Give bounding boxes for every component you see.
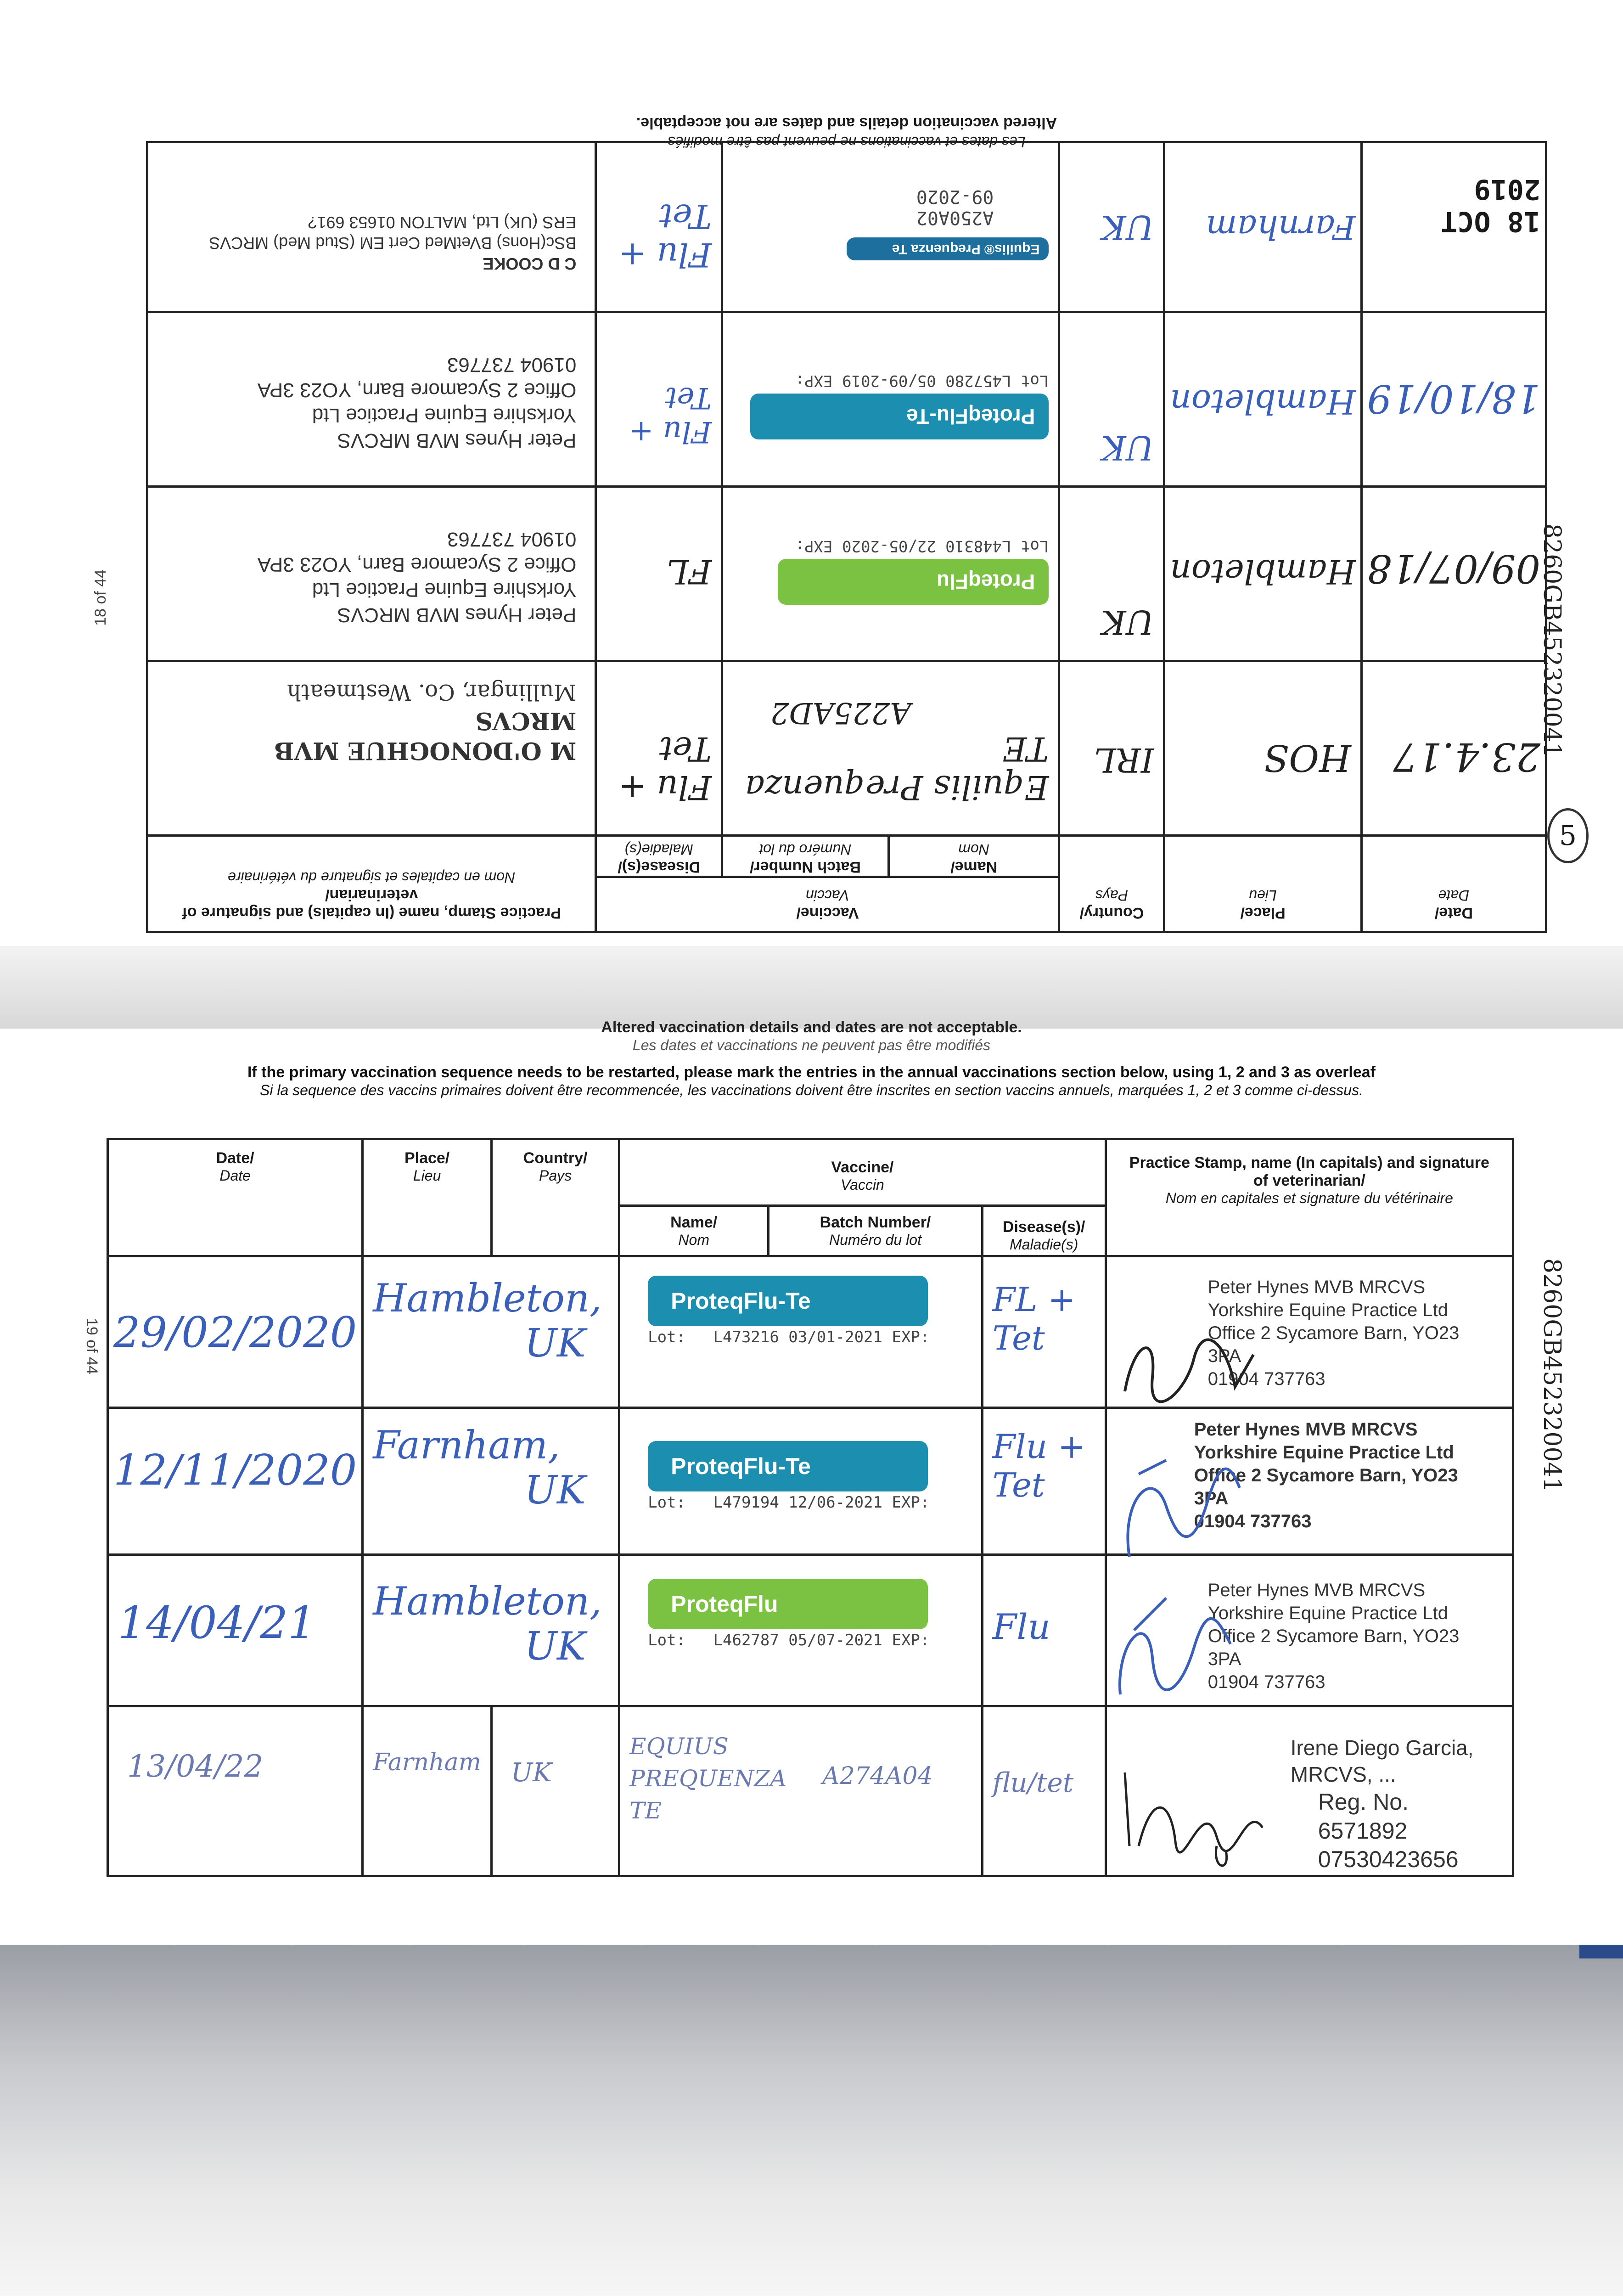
label-exp: EXP: [795, 537, 833, 555]
label-exp: EXP: [795, 371, 833, 390]
row2-stamp-line: Office 2 Sycamore Barn, YO23 3PA [1194, 1465, 1458, 1508]
upper-row2-country: UK [1059, 487, 1164, 661]
row2-place [363, 1408, 619, 1555]
upper-row3-country: UK [1059, 312, 1164, 487]
header-place: Place/ Lieu [363, 1139, 492, 1256]
row2-date: 12/11/2020 [108, 1408, 363, 1555]
row2-disease: Flu + Tet [982, 1408, 1106, 1555]
upper-row1-vaccine [722, 661, 1059, 836]
table-row [108, 1555, 1513, 1706]
upper-doc-id: 8260GB452320041 [1538, 523, 1566, 758]
upper-row4-country: UK [1059, 142, 1164, 312]
restart-notice: If the primary vaccination sequence needs to be restarted, please mark the entries in the annual vaccinations section below, using 1, 2 and 3 as overleaf [247, 1064, 1376, 1081]
header-vaccine: Vaccine/ Vaccin [619, 1139, 1106, 1206]
row4-vaccine [619, 1706, 983, 1876]
header-stamp: Practice Stamp, name (In capitals) and signature of veterinarian/ Nom en capitales et signature du vétérinaire [1106, 1139, 1513, 1256]
proteq-flu-te-label: ProteqFlu-Te [750, 394, 1049, 439]
upper-row1-stamp-line: M O'DONOGHUE MVB MRCVS [274, 707, 577, 765]
upper-row2-stamp-line: Yorkshire Equine Practice Ltd [312, 579, 577, 601]
label-batch: A250A02 [916, 207, 994, 228]
altered-notice: Altered vaccination details and dates are not acceptable. [601, 1019, 1022, 1036]
upper-row4-vaccine [722, 142, 1059, 312]
label-lot: Lot [1020, 537, 1049, 555]
upper-row3-vaccine [722, 312, 1059, 487]
upper-row3-stamp-line: Peter Hynes MVB MRCVS [337, 429, 577, 452]
upper-row2-disease: FL [596, 487, 722, 661]
upper-row3-date: 18/10/19 [1361, 312, 1546, 487]
upper-row4-stamp-line: ERS (UK) Ltd, MALTON 01653 691? [308, 213, 577, 232]
upper-row2-stamp-line: 01904 737763 [447, 528, 577, 551]
upper-row1-disease: Flu + Tet [596, 661, 722, 836]
table-row [147, 142, 1546, 312]
upper-row1-stamp-line: Mullingar, Co. Westmeath [287, 679, 577, 705]
row4-date: 13/04/22 [108, 1706, 363, 1876]
upper-header-place: Place/ Lieu [1164, 836, 1361, 932]
label-batch: L457280 05/09-2019 [842, 371, 1011, 390]
proteq-flu-label: ProteqFlu [648, 1579, 928, 1629]
upper-row2-place: Hambleton [1164, 487, 1361, 661]
lower-gray-band [0, 1945, 1623, 2296]
upper-row4-stamp-line: C D COOKE [483, 254, 577, 273]
row2-stamp-line: Yorkshire Equine Practice Ltd [1194, 1442, 1454, 1463]
upper-row4-place: Farnham [1164, 142, 1361, 312]
upper-row2-stamp-line: Peter Hynes MVB MRCVS [337, 604, 577, 626]
header-disease: Disease(s)/ Maladie(s) [982, 1206, 1106, 1256]
row1-country: UK [524, 1321, 586, 1366]
blue-page-edge [1579, 1945, 1623, 1958]
upper-altered-notice-fr: Les dates et vaccinations ne peuvent pas être modifiés [668, 134, 1026, 150]
row1-date: 29/02/2020 [108, 1256, 363, 1408]
upper-row3-place: Hambleton [1164, 312, 1361, 487]
row4-stamp-line: Irene Diego Garcia, MRCVS, ... [1290, 1736, 1474, 1786]
proteq-flu-te-label: ProteqFlu-Te [648, 1441, 928, 1491]
table-row [108, 1256, 1513, 1408]
label-exp: 09-2020 [916, 186, 994, 207]
signature-row3 [1102, 1589, 1240, 1708]
upper-page-rotated [146, 107, 1547, 933]
upper-header-name: Name/ Nom [888, 836, 1059, 877]
row1-place-text: Hambleton, [373, 1276, 602, 1321]
row4-disease: flu/tet [982, 1706, 1106, 1876]
signature-row1 [1116, 1322, 1263, 1410]
label-exp: EXP: [892, 1631, 930, 1649]
upper-row1-stamp [147, 661, 596, 836]
header-name: Name/ Nom [619, 1206, 769, 1256]
upper-row3-stamp-line: Office 2 Sycamore Barn, YO23 3PA [257, 379, 577, 401]
upper-header-disease: Disease(s)/ Maladie(s) [596, 836, 722, 877]
table-row [108, 1408, 1513, 1555]
header-country: Country/ Pays [491, 1139, 619, 1256]
row3-country: UK [524, 1624, 586, 1669]
label-lot: Lot [1020, 371, 1049, 390]
equilis-label: Equilis® Prequenza Te [847, 237, 1049, 260]
table-row [108, 1706, 1513, 1876]
label-exp: EXP: [892, 1493, 930, 1512]
restart-notice-fr: Si la sequence des vaccins primaires doivent être recommencée, les vaccinations doivent être inscrites en section vaccins annuels, marquées 1, 2 et 3 comme ci-dessus. [260, 1082, 1363, 1098]
row3-disease: Flu [982, 1555, 1106, 1706]
upper-row4-disease: Flu + Tet [596, 142, 722, 312]
table-row [147, 487, 1546, 661]
upper-row3-stamp-line: 01904 737763 [447, 354, 577, 376]
row3-vaccine [619, 1555, 983, 1706]
row3-stamp-line: 01904 737763 [1207, 1672, 1325, 1692]
upper-row2-stamp-line: Office 2 Sycamore Barn, YO23 3PA [257, 553, 577, 576]
circle-mark [1547, 808, 1589, 863]
upper-vaccination-table [146, 141, 1547, 933]
label-batch: L448310 22/05-2020 [842, 537, 1011, 555]
row1-disease: FL + Tet [982, 1256, 1106, 1408]
header-date: Date/ Date [108, 1139, 363, 1256]
row3-place [363, 1555, 619, 1706]
row4-vaccine-text: EQUIUS PREQUENZA TE [629, 1733, 787, 1824]
row2-country: UK [524, 1468, 586, 1513]
upper-row1-date: 23.4.17 [1361, 661, 1546, 836]
row1-stamp-line: 01904 737763 [1207, 1369, 1325, 1389]
row4-stamp-line: 07530423656 [1318, 1846, 1459, 1872]
row2-place-text: Farnham, [373, 1423, 560, 1468]
upper-altered-notice: Altered vaccination details and dates are not acceptable. [636, 114, 1057, 132]
header-batch: Batch Number/ Numéro du lot [769, 1206, 982, 1256]
lower-page-number: 19 of 44 [83, 1318, 101, 1374]
proteq-flu-te-label: ProteqFlu-Te [648, 1276, 928, 1326]
altered-notice-fr: Les dates et vaccinations ne peuvent pas être modifiés [632, 1037, 991, 1053]
row1-place [363, 1256, 619, 1408]
upper-row4-date: 18 OCT 2019 [1361, 142, 1546, 312]
proteq-flu-label: ProteqFlu [778, 559, 1049, 605]
upper-row1-vaccine-text: Equilis Prequenza TE [745, 730, 1049, 807]
row4-country: UK [491, 1706, 619, 1876]
upper-row1-batch: A225AD2 [770, 696, 911, 730]
upper-page-number: 18 of 44 [92, 569, 109, 626]
label-lot: Lot: [648, 1493, 686, 1512]
row1-stamp-line: Yorkshire Equine Practice Ltd [1207, 1300, 1448, 1320]
upper-row3-disease: Flu + Tet [596, 312, 722, 487]
upper-row2-date: 09/07/18 [1361, 487, 1546, 661]
upper-header-batch: Batch Number/ Numéro du lot [722, 836, 888, 877]
row3-stamp-line: Office 2 Sycamore Barn, YO23 3PA [1207, 1626, 1460, 1669]
table-row [147, 661, 1546, 836]
upper-header-date: Date/ Date [1361, 836, 1546, 932]
label-batch: L479194 12/06-2021 [713, 1493, 882, 1512]
upper-header-stamp: Practice Stamp, name (In capitals) and signature of veterinarian/ Nom en capitales et signature du vétérinaire [147, 836, 596, 932]
row1-vaccine [619, 1256, 983, 1408]
row2-vaccine [619, 1408, 983, 1555]
signature-row2 [1111, 1446, 1249, 1566]
upper-row2-stamp [147, 487, 596, 661]
row3-stamp-line: Yorkshire Equine Practice Ltd [1207, 1603, 1448, 1623]
lower-doc-id: 8260GB452320041 [1538, 1258, 1566, 1492]
row1-stamp-line: Peter Hynes MVB MRCVS [1207, 1277, 1426, 1297]
upper-row1-place: HOS [1164, 661, 1361, 836]
row3-place-text: Hambleton, [373, 1579, 602, 1624]
row4-batch: A274A04 [822, 1762, 933, 1790]
row4-place: Farnham [363, 1706, 492, 1876]
label-batch: L462787 05/07-2021 [713, 1631, 882, 1649]
label-batch: L473216 03/01-2021 [713, 1328, 882, 1346]
row4-stamp-line: Reg. No. 6571892 [1318, 1789, 1409, 1844]
upper-row3-stamp [147, 312, 596, 487]
upper-row1-country: IRL [1059, 661, 1164, 836]
upper-gray-band [0, 946, 1623, 1029]
upper-row2-vaccine [722, 487, 1059, 661]
row1-stamp-line: Office 2 Sycamore Barn, YO23 3PA [1207, 1323, 1460, 1366]
label-lot: Lot: [648, 1328, 686, 1346]
circle-mark-text: 5 [1559, 820, 1577, 852]
upper-row3-stamp-line: Yorkshire Equine Practice Ltd [312, 404, 577, 427]
row3-stamp-line: Peter Hynes MVB MRCVS [1207, 1580, 1426, 1600]
row3-date: 14/04/21 [108, 1555, 363, 1706]
signature-row4 [1111, 1736, 1276, 1883]
row2-stamp-line: Peter Hynes MVB MRCVS [1194, 1419, 1418, 1440]
upper-row4-stamp [147, 142, 596, 312]
lower-vaccination-table [107, 1138, 1514, 1877]
row2-stamp-line: 01904 737763 [1194, 1511, 1312, 1531]
label-lot: Lot: [648, 1631, 686, 1649]
upper-row4-stamp-line: BSc(Hons) BVetMed Cert EM (Stud Med) MRCVS [209, 234, 577, 253]
upper-header-vaccine: Vaccine/ Vaccin [596, 877, 1059, 932]
table-row [147, 312, 1546, 487]
upper-header-country: Country/ Pays [1059, 836, 1164, 932]
label-exp: EXP: [892, 1328, 930, 1346]
